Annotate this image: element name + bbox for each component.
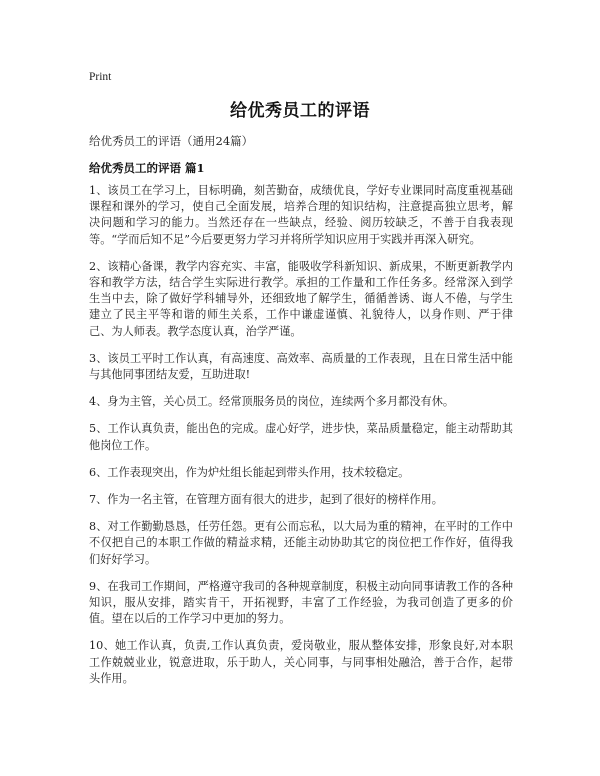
paragraph: 5、工作认真负责，能出色的完成。虚心好学，进步快，菜品质量稳定，能主动帮助其他岗位工作。 xyxy=(89,422,513,452)
paragraph: 3、该员工平时工作认真，有高速度、高效率、高质量的工作表现，且在日常生活中能与其他同事团结友爱，互助进取! xyxy=(89,351,513,382)
paragraph: 10、她工作认真，负责,工作认真负责，爱岗敬业，服从整体安排，形象良好,对本职工作兢兢业业，锐意进取，乐于助人，关心同事，与同事相处融洽，善于合作，起带头作用。 xyxy=(89,639,513,685)
paragraph: 7、作为一名主管，在管理方面有很大的进步，起到了很好的榜样作用。 xyxy=(89,493,443,507)
page-title: 给优秀员工的评语 xyxy=(230,101,370,121)
paragraph: 2、该精心备课，教学内容充实、丰富，能吸收学科新知识、新成果，不断更新教学内容和教学方法，结合学生实际进行教学。承担的工作量和工作任务多。经常深入到学生当中去，除了做好学科辅导外，还细致地了解学生，循循善诱、诲人不倦，与学生建立了民主平等和谐的师生关系，工作中谦虚谨慎、礼貌待人，以身作则、严于律己、为人师表。教学态度认真，治学严谨。 xyxy=(89,259,513,338)
print-link[interactable]: Print xyxy=(89,71,112,83)
paragraph: 1、该员工在学习上，目标明确，刻苦勤奋，成绩优良，学好专业课同时高度重视基础课程和课外的学习，使自己全面发展，培养合理的知识结构，注意提高独立思考，解决问题和学习的能力。当然还存在一些缺点，经验、阅历较缺乏，不善于自我表现等。“学而后知不足”今后要更努力学习并将所学知识应用于实践并再深入研究。 xyxy=(89,184,513,246)
paragraph: 6、工作表现突出，作为炉灶组长能起到带头作用，技术较稳定。 xyxy=(89,465,410,479)
paragraph-list xyxy=(89,183,513,698)
section-heading: 给优秀员工的评语 篇1 xyxy=(89,161,205,175)
paragraph: 4、身为主管，关心员工。经常顶服务员的岗位，连续两个多月都没有休。 xyxy=(89,395,455,409)
document-subtitle: 给优秀员工的评语（通用24篇） xyxy=(89,134,254,148)
paragraph: 9、在我司工作期间，严格遵守我司的各种规章制度，积极主动向同事请教工作的各种知识，服从安排，踏实肯干，开拓视野，丰富了工作经验，为我司创造了更多的价值。望在以后的工作学习中更加的努力。 xyxy=(89,579,513,626)
paragraph: 8、对工作勤勤恳恳，任劳任怨。更有公而忘私，以大局为重的精神，在平时的工作中不仅把自己的本职工作做的精益求精，还能主动协助其它的岗位把工作作好，值得我们好好学习。 xyxy=(89,520,513,566)
